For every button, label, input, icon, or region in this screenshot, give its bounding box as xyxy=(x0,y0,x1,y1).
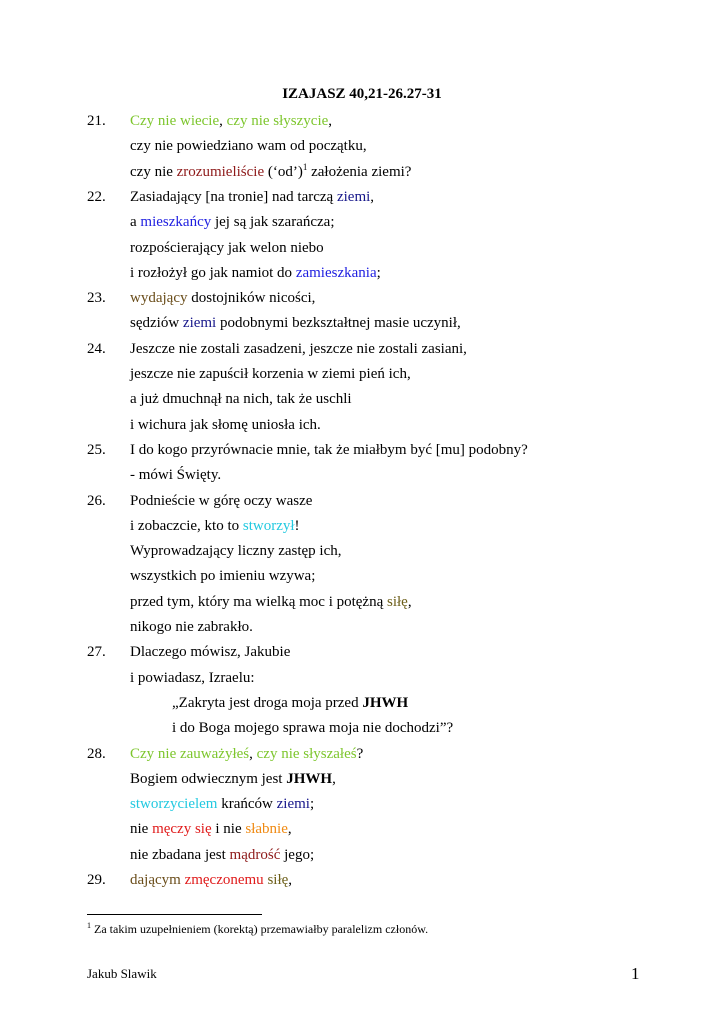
verse-text xyxy=(130,820,292,838)
text-segment: czy nie xyxy=(130,163,177,180)
text-segment: , xyxy=(407,593,412,610)
highlighted-word: siłę xyxy=(267,872,289,888)
verse-text xyxy=(130,441,528,459)
text-segment: i wichura jak słomę uniosła ich. xyxy=(130,416,321,433)
highlighted-word: stworzycielem xyxy=(130,796,218,813)
highlighted-word: czy nie słyszałeś xyxy=(256,745,357,762)
text-segment: i powiadasz, Izraelu: xyxy=(130,669,255,686)
verse-text xyxy=(130,770,336,788)
highlighted-word: słabnie xyxy=(245,821,288,838)
verse-number: 22. xyxy=(87,188,106,205)
text-segment: ! xyxy=(294,517,300,534)
footnote-mark: 1 xyxy=(87,921,91,930)
text-segment: rozpościerający jak welon niebo xyxy=(130,239,324,256)
verse-number: 27. xyxy=(87,644,106,661)
verse-text xyxy=(130,239,324,257)
highlighted-word: ziemi xyxy=(276,796,310,813)
verse-text xyxy=(130,137,367,155)
text-segment: , xyxy=(249,745,257,762)
text-segment: (‘od’) xyxy=(264,163,303,180)
text-segment: , xyxy=(370,188,375,205)
highlighted-word: siłę xyxy=(387,593,408,610)
verse-text xyxy=(130,669,255,687)
highlighted-word: Czy nie wiecie xyxy=(130,113,220,129)
verse-text xyxy=(130,264,381,282)
text-segment: nie xyxy=(130,821,153,838)
text-segment: Jeszcze nie zostali zasadzeni, jeszcze nie zostali zasiani, xyxy=(130,340,467,357)
text-segment: I do kogo przyrównacie mnie, tak że miałbym być [mu] podobny? xyxy=(130,441,528,458)
verse-number: 29. xyxy=(87,872,106,888)
verse-text xyxy=(130,745,363,763)
text-segment: , xyxy=(288,872,293,888)
text-segment: nikogo nie zabrakło. xyxy=(130,619,253,635)
highlighted-word: zamieszkania xyxy=(295,264,377,281)
highlighted-word: wydający xyxy=(130,290,188,307)
highlighted-word: mieszkańcy xyxy=(140,214,212,231)
verse-text xyxy=(172,719,453,737)
text-segment: wszystkich po imieniu wzywa; xyxy=(130,568,316,585)
text-segment: Wyprowadzający liczny zastęp ich, xyxy=(130,543,342,560)
text-segment: założenia ziemi? xyxy=(307,163,412,180)
highlighted-word: dającym xyxy=(130,872,181,888)
text-segment: , xyxy=(287,821,292,838)
verse-text xyxy=(130,567,315,585)
text-segment: sędziów xyxy=(130,315,183,332)
verse-text xyxy=(130,213,335,231)
text-segment: jej są jak szarańcza; xyxy=(211,214,335,231)
text-segment: nie zbadana jest xyxy=(130,846,230,863)
text-segment: ; xyxy=(376,264,381,281)
verse-text xyxy=(130,517,300,535)
text-segment: a xyxy=(130,214,141,231)
footnote-text: Za takim uzupełnieniem (korektą) przemawiałby paralelizm członów. xyxy=(91,922,429,936)
text-segment: i do Boga mojego sprawa moja nie dochodzi”? xyxy=(172,720,454,737)
highlighted-word: stworzył xyxy=(242,517,295,534)
verse-text xyxy=(130,618,253,636)
verse-text xyxy=(130,390,352,408)
verse-text xyxy=(130,188,374,206)
text-segment: czy nie powiedziano wam od początku, xyxy=(130,138,367,155)
highlighted-word: męczy się xyxy=(152,821,212,838)
verse-number: 23. xyxy=(87,290,106,307)
verse-text xyxy=(130,466,221,484)
footnote-divider xyxy=(87,914,262,915)
text-segment: JHWH xyxy=(286,770,333,787)
text-segment: Zasiadający [na tronie] nad tarczą xyxy=(130,188,337,205)
highlighted-word: zmęczonemu xyxy=(184,872,264,888)
verse-number: 28. xyxy=(87,745,106,762)
verse-text xyxy=(130,340,467,358)
footer-author: Jakub Slawik xyxy=(87,966,157,981)
footnote xyxy=(87,922,428,937)
page-number: 1 xyxy=(631,964,640,983)
verse-number: 25. xyxy=(87,441,106,458)
document-title: IZAJASZ 40,21-26.27-31 xyxy=(282,86,442,102)
verse-text xyxy=(130,542,342,560)
text-segment: jego; xyxy=(280,846,315,863)
text-segment: dostojników nicości, xyxy=(187,290,316,307)
text-segment: Bogiem odwiecznym jest xyxy=(130,770,287,787)
text-segment: przed tym, który ma wielką moc i potężną xyxy=(130,593,387,610)
text-segment: i nie xyxy=(211,821,246,838)
verse-text xyxy=(130,112,332,130)
text-segment: i zobaczcie, kto to xyxy=(130,517,243,534)
verse-number: 24. xyxy=(87,340,106,357)
verse-text xyxy=(130,846,314,864)
text-segment: „Zakryta jest droga moja przed xyxy=(172,694,363,711)
highlighted-word: mądrość xyxy=(229,846,281,863)
text-segment: ? xyxy=(356,745,364,762)
highlighted-word: ziemi xyxy=(182,315,217,332)
text-segment: krańców xyxy=(217,796,277,813)
verse-text xyxy=(130,593,412,611)
footnote-ref: 1 xyxy=(302,161,308,172)
highlighted-word: zrozumieliście xyxy=(176,163,265,180)
verse-text xyxy=(130,289,315,307)
verse-text xyxy=(130,365,411,383)
text-segment: , xyxy=(332,770,336,787)
verse-text xyxy=(130,643,290,661)
text-segment: jeszcze nie zapuścił korzenia w ziemi pień ich, xyxy=(130,366,411,382)
text-segment: i rozłożył go jak namiot do xyxy=(130,264,296,281)
highlighted-word: Czy nie zauważyłeś xyxy=(130,745,250,762)
text-segment: , xyxy=(328,113,333,129)
highlighted-word: ziemi xyxy=(336,188,371,205)
verse-text xyxy=(130,416,321,434)
text-segment: - mówi Święty. xyxy=(130,467,222,484)
text-segment: Podnieście w górę oczy wasze xyxy=(130,492,313,509)
verse-text xyxy=(130,163,411,181)
verse-text xyxy=(130,871,292,889)
verse-number: 26. xyxy=(87,492,106,509)
verse-text xyxy=(130,314,461,332)
verse-text xyxy=(130,492,312,510)
text-segment: a już dmuchnął na nich, tak że uschli xyxy=(130,391,352,408)
text-segment: , xyxy=(219,113,227,129)
verse-text xyxy=(130,795,314,813)
verse-number: 21. xyxy=(87,113,106,129)
text-segment: ; xyxy=(309,796,315,813)
text-segment: Dlaczego mówisz, Jakubie xyxy=(130,644,291,661)
text-segment: JHWH xyxy=(362,694,409,711)
verse-text xyxy=(172,694,408,712)
text-segment: podobnymi bezkształtnej masie uczynił, xyxy=(216,315,461,332)
highlighted-word: czy nie słyszycie xyxy=(226,113,329,129)
